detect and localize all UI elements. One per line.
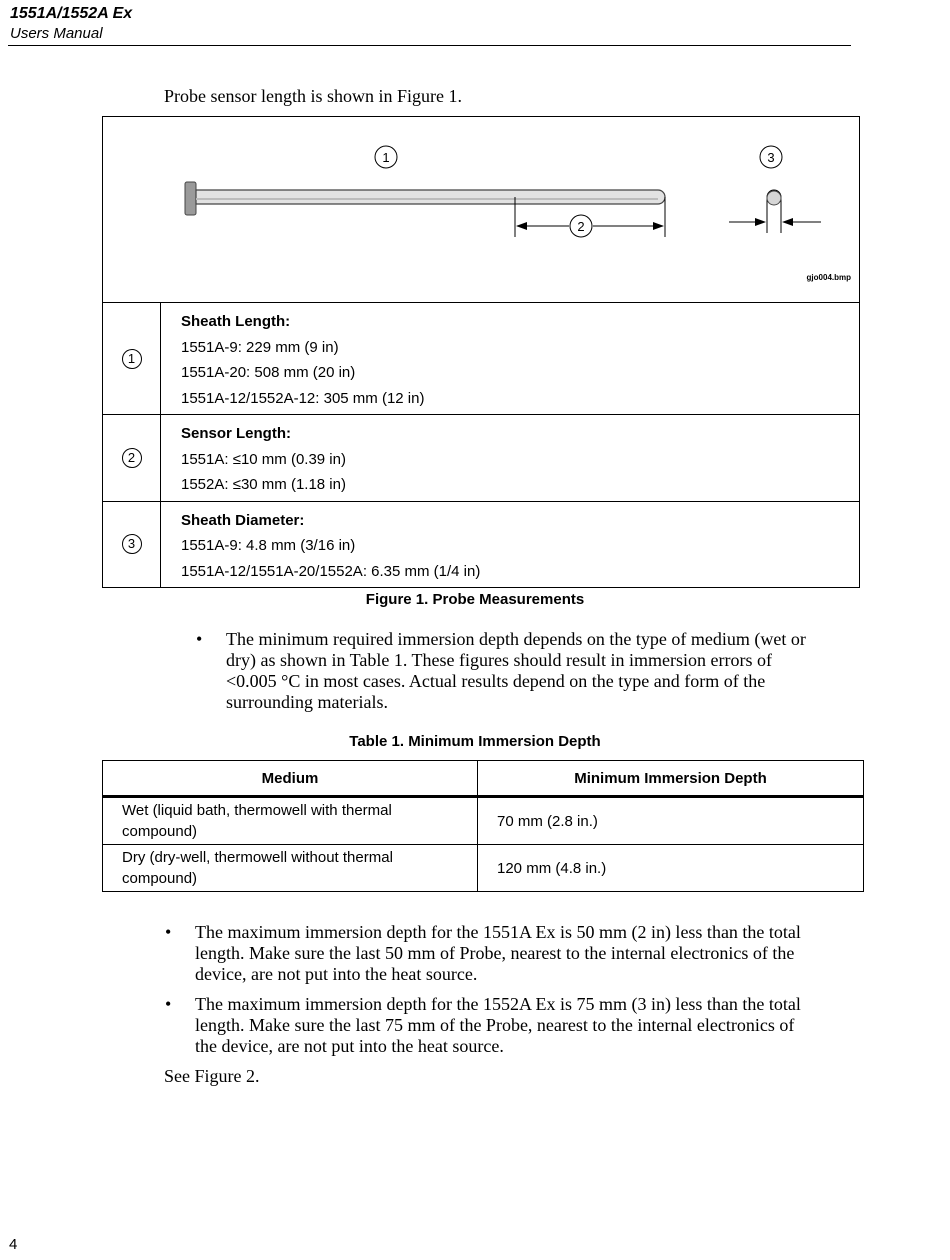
legend-number-cell — [103, 501, 161, 588]
table-row — [103, 845, 864, 892]
bullet-glyph: • — [165, 994, 172, 1014]
legend-line: 1551A-9: 229 mm (9 in) — [181, 338, 339, 356]
sensor-length-arrow-left — [516, 222, 527, 230]
legend-line: 1551A-12/1551A-20/1552A: 6.35 mm (1/4 in) — [181, 562, 481, 580]
intro-paragraph: Probe sensor length is shown in Figure 1. — [164, 86, 462, 106]
medium-line: Wet (liquid bath, thermowell with thermal — [122, 802, 392, 819]
immersion-depth-table — [102, 760, 864, 892]
probe-diagram — [103, 117, 859, 303]
column-header-medium: Medium — [103, 761, 478, 797]
diameter-arrow-left — [755, 218, 766, 226]
diameter-arrow-right — [782, 218, 793, 226]
bullet-glyph: • — [165, 922, 172, 942]
legend-row — [103, 501, 860, 588]
probe-cross-section — [767, 191, 781, 205]
paragraph-line: The maximum immersion depth for the 1551A Ex is 50 mm (2 in) less than the total — [195, 922, 801, 942]
medium-line: Dry (dry-well, thermowell without thermal — [122, 849, 393, 866]
legend-row — [103, 303, 860, 415]
manual-subtitle: Users Manual — [10, 25, 103, 42]
legend-title: Sensor Length: — [181, 425, 292, 442]
probe-sheath — [196, 190, 665, 204]
paragraph-line: <0.005 °C in most cases. Actual results depend on the type and form of the — [226, 671, 766, 691]
table-header-row — [103, 761, 864, 797]
paragraph-line: device, are not put into the heat source. — [195, 964, 478, 984]
paragraph-line: length. Make sure the last 75 mm of the Probe, nearest to the internal electronics of — [195, 1015, 795, 1035]
paragraph-line: surrounding materials. — [226, 692, 388, 712]
legend-text-cell — [161, 501, 860, 588]
paragraph-line: length. Make sure the last 50 mm of Probe, nearest to the internal electronics of the — [195, 943, 795, 963]
sensor-length-arrow-right — [653, 222, 664, 230]
legend-line: 1552A: ≤30 mm (1.18 in) — [181, 476, 346, 493]
medium-line: compound) — [122, 870, 198, 887]
legend-line: 1551A-12/1552A-12: 305 mm (12 in) — [181, 389, 425, 407]
legend-line: 1551A-9: 4.8 mm (3/16 in) — [181, 537, 356, 554]
legend-callout-3: 3 — [122, 534, 142, 554]
paragraph-line: The maximum immersion depth for the 1552A Ex is 75 mm (3 in) less than the total — [195, 994, 801, 1014]
legend-callout-1: 1 — [122, 349, 142, 369]
callout-2-label: 2 — [577, 219, 585, 234]
bullet-immersion-max-1552a — [165, 994, 875, 1057]
table-caption: Table 1. Minimum Immersion Depth — [349, 733, 601, 750]
table-row — [103, 797, 864, 845]
manual-title: 1551A/1552A Ex — [10, 5, 133, 22]
paragraph-line: The minimum required immersion depth depends on the type of medium (wet or — [226, 629, 806, 649]
depth-cell: 70 mm (2.8 in.) — [478, 797, 864, 845]
callout-3-label: 3 — [767, 150, 775, 165]
medium-cell — [103, 845, 478, 892]
legend-title: Sheath Length: — [181, 313, 291, 330]
legend-line: 1551A-20: 508 mm (20 in) — [181, 364, 356, 381]
column-header-depth: Minimum Immersion Depth — [478, 761, 864, 797]
see-figure-text: See Figure 2. — [164, 1066, 260, 1086]
bullet-immersion-max-1551a — [165, 922, 875, 985]
paragraph-line: the device, are not put into the heat source. — [195, 1036, 504, 1056]
legend-text-cell — [161, 303, 860, 415]
legend-line: 1551A: ≤10 mm (0.39 in) — [181, 450, 346, 468]
figure-image-id: gjo004.bmp — [806, 273, 851, 282]
legend-number-cell — [103, 415, 161, 502]
probe-figure — [102, 116, 860, 303]
depth-cell: 120 mm (4.8 in.) — [478, 845, 864, 892]
legend-row — [103, 415, 860, 502]
medium-line: compound) — [122, 823, 198, 840]
legend-callout-2: 2 — [122, 448, 142, 468]
legend-title: Sheath Diameter: — [181, 511, 305, 529]
callout-1-label: 1 — [382, 150, 390, 165]
header-rule — [8, 45, 851, 46]
legend-number-cell — [103, 303, 161, 415]
bullet-glyph: • — [196, 629, 203, 649]
page-number: 4 — [9, 1236, 18, 1253]
paragraph-line: dry) as shown in Table 1. These figures should result in immersion errors of — [226, 650, 772, 670]
probe-handle — [185, 182, 196, 215]
figure-caption: Figure 1. Probe Measurements — [365, 591, 585, 608]
figure-legend-table — [102, 302, 860, 588]
legend-text-cell — [161, 415, 860, 502]
bullet-immersion-minimum — [196, 629, 866, 713]
medium-cell — [103, 797, 478, 845]
